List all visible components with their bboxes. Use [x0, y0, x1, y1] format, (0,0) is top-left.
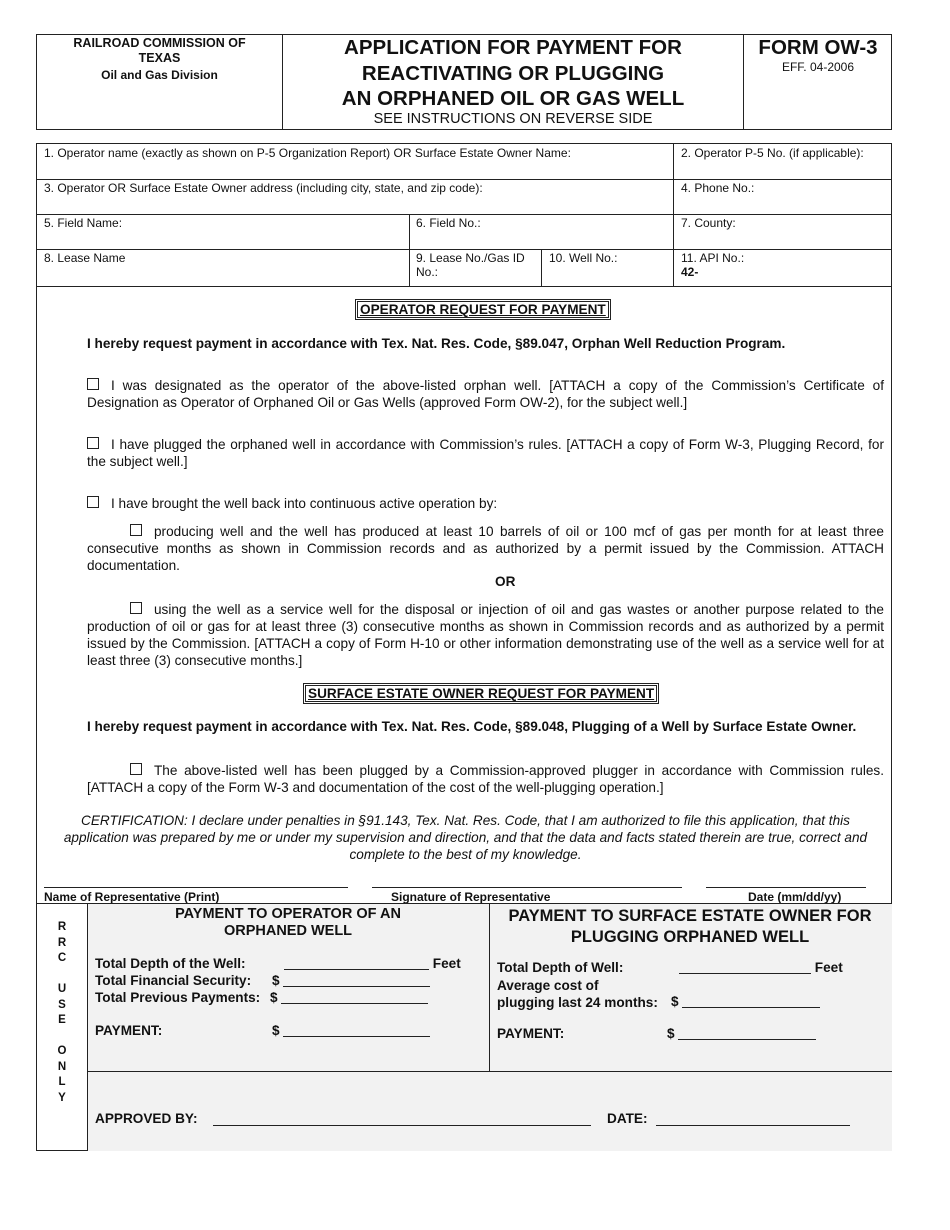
reactivation-producing: producing well and the well has produced at least 10 barrels of oil or 100 mcf of gas per month for at least three consecutive months as shown in Commission records and as authorized by a permit issued by the Commission. ATTACH documentation.: [87, 524, 884, 573]
operator-statement: I hereby request payment in accordance with Tex. Nat. Res. Code, §89.047, Orphan Well Reduction Program.: [87, 336, 786, 351]
plugged-checkbox[interactable]: [87, 437, 99, 449]
op-payment-label: PAYMENT:: [95, 1023, 163, 1038]
operator-payment-title: PAYMENT TO OPERATOR OF AN ORPHANED WELL: [175, 906, 401, 939]
operator-option-reactivated: I have brought the well back into continuous active operation by:: [87, 495, 884, 512]
api-no-field[interactable]: 11. API No.: 42-: [681, 251, 745, 279]
api-prefix: 42-: [681, 265, 699, 279]
phone-field[interactable]: 4. Phone No.:: [681, 181, 755, 195]
well-no-field[interactable]: 10. Well No.:: [549, 251, 618, 265]
owner-payment-title: PAYMENT TO SURFACE ESTATE OWNER FOR PLUGGING ORPHANED WELL: [508, 907, 872, 946]
date-line[interactable]: [706, 887, 866, 888]
operator-name-field[interactable]: 1. Operator name (exactly as shown on P-5 Organization Report) OR Surface Estate Owner Name:: [44, 146, 571, 160]
approved-by-label: APPROVED BY:: [95, 1111, 198, 1126]
ow-depth-input[interactable]: Feet: [679, 960, 843, 975]
operator-option-plugged: I have plugged the orphaned well in accordance with Commission’s rules. [ATTACH a copy of Form W-3, Plugging Record, for the subject well.]: [87, 437, 884, 469]
op-previous-input[interactable]: $: [270, 990, 428, 1005]
reactivated-checkbox[interactable]: [87, 496, 99, 508]
surface-owner-heading: SURFACE ESTATE OWNER REQUEST FOR PAYMENT: [305, 685, 657, 702]
surface-owner-statement: I hereby request payment in accordance with Tex. Nat. Res. Code, §89.048, Plugging of a Well by Surface Estate Owner.: [87, 719, 857, 734]
or-separator: OR: [495, 574, 516, 589]
division-name: Oil and Gas Division: [101, 68, 218, 82]
lease-no-field[interactable]: 9. Lease No./Gas ID No.:: [416, 251, 525, 279]
surface-plugged-checkbox[interactable]: [130, 763, 142, 775]
approved-by-line[interactable]: [213, 1111, 591, 1126]
county-field[interactable]: 7. County:: [681, 216, 736, 230]
surface-owner-option: The above-listed well has been plugged by a Commission-approved plugger in accordance with Commission rules. [ATTACH a copy of the Form W-3 and documentation of the cost of the well-plugging operation.]: [87, 763, 884, 795]
field-no-field[interactable]: 6. Field No.:: [416, 216, 481, 230]
field-name-field[interactable]: 5. Field Name:: [44, 216, 123, 230]
form-title: APPLICATION FOR PAYMENT FOR REACTIVATING OR PLUGGING AN ORPHANED OIL OR GAS WELL: [341, 36, 685, 110]
operator-request-heading: OPERATOR REQUEST FOR PAYMENT: [357, 301, 609, 318]
date-label: Date (mm/dd/yy): [748, 890, 842, 904]
rrc-use-only-label: R R C U S E O N L Y: [57, 921, 67, 1104]
op-security-row: Total Financial Security:: [95, 973, 252, 988]
designated-checkbox[interactable]: [87, 378, 99, 390]
op-depth-row: Total Depth of the Well:: [95, 956, 246, 971]
ow-payment-input[interactable]: $: [667, 1026, 816, 1041]
reactivation-service: using the well as a service well for the disposal or injection of oil and gas wastes or another purpose related to the production of oil or gas for at least three (3) consecutive months as shown in Commission records and as authorized by a permit issued by the Commission. [ATTACH a copy of Form H-10 or other information demonstrating use of the well as a service well for at least three (3) consecutive months.]: [87, 602, 884, 668]
approved-date-label: DATE:: [607, 1111, 648, 1126]
producing-checkbox[interactable]: [130, 524, 142, 536]
approved-date-line[interactable]: [656, 1111, 850, 1126]
operator-p5-field[interactable]: 2. Operator P-5 No. (if applicable):: [681, 146, 864, 160]
ow-avg-label: Average cost of plugging last 24 months:: [497, 978, 658, 1010]
service-well-checkbox[interactable]: [130, 602, 142, 614]
operator-option-designated: I was designated as the operator of the above-listed orphan well. [ATTACH a copy of the Commission’s Certificate of Designation as Operator of Orphaned Oil or Gas Wells (approved Form OW-2), for the subject well.]: [87, 378, 884, 410]
certification-text: CERTIFICATION: I declare under penalties in §91.143, Tex. Nat. Res. Code, that I am authorized to file this application, that this application was prepared by me or under my supervision and direction, and that the data and facts stated therein are true, correct and complete to the best of my knowledge.: [63, 813, 868, 862]
address-field[interactable]: 3. Operator OR Surface Estate Owner address (including city, state, and zip code):: [44, 181, 483, 195]
name-label: Name of Representative (Print): [44, 890, 220, 904]
ow-depth-label: Total Depth of Well:: [497, 960, 624, 975]
form-number: FORM OW-3: [758, 36, 878, 59]
instructions-note: SEE INSTRUCTIONS ON REVERSE SIDE: [373, 111, 653, 127]
ow-payment-label: PAYMENT:: [497, 1026, 565, 1041]
agency-name: RAILROAD COMMISSION OF TEXAS: [73, 36, 246, 65]
signature-label: Signature of Representative: [391, 890, 551, 904]
op-payment-input[interactable]: $: [272, 1023, 430, 1038]
ow-avg-input[interactable]: $: [671, 994, 820, 1009]
op-previous-row: Total Previous Payments:: [95, 990, 261, 1005]
op-depth-input[interactable]: Feet: [284, 956, 461, 971]
effective-date: EFF. 04-2006: [781, 60, 855, 74]
signature-line[interactable]: [372, 887, 682, 888]
lease-name-field[interactable]: 8. Lease Name: [44, 251, 126, 265]
name-line[interactable]: [44, 887, 348, 888]
op-security-input[interactable]: $: [272, 973, 430, 988]
